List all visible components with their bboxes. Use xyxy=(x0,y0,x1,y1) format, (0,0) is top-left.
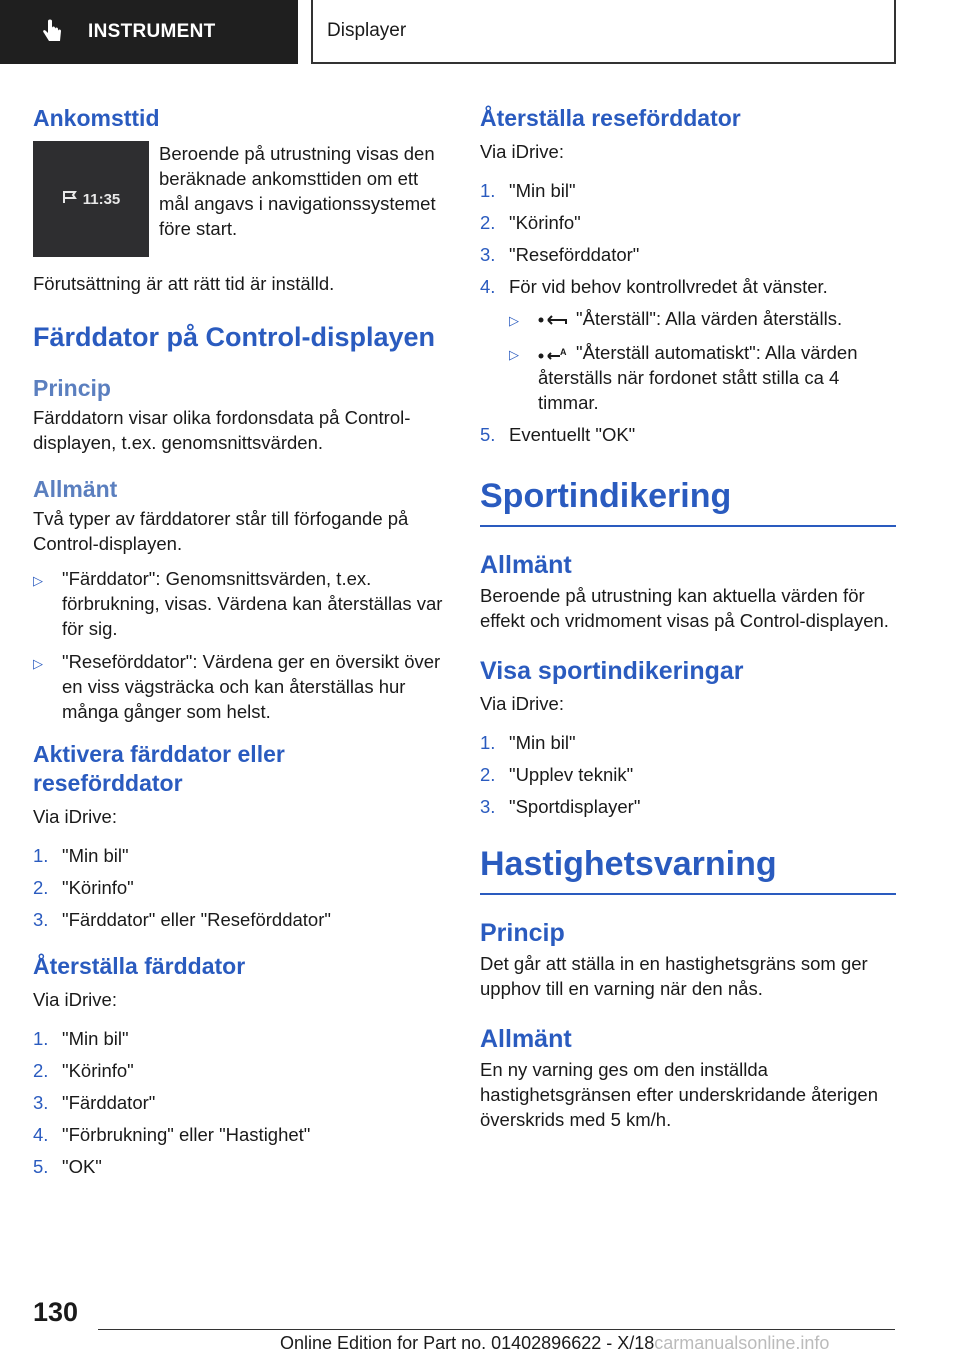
list-item: 1. "Min bil" xyxy=(480,180,576,201)
sport-allmant-text: Beroende på utrustning kan aktuella värden för effekt och vridmoment visas på Control-displayen. xyxy=(480,585,889,631)
aterstalla-rese-heading: Återställa reseförddator xyxy=(480,105,741,131)
reset-icon xyxy=(538,313,568,327)
hast-allmant-heading: Allmänt xyxy=(480,1025,572,1053)
left-column xyxy=(33,96,451,1186)
list-item: 3. "Reseförddator" xyxy=(480,244,640,265)
visa-sport-heading: Visa sportindikeringar xyxy=(480,657,744,685)
allmant-heading: Allmänt xyxy=(33,476,118,502)
auto-reset-icon xyxy=(538,347,568,361)
visa-sport-via: Via iDrive: xyxy=(480,693,564,714)
aterstalla-steps xyxy=(33,1026,451,1179)
list-item: 1. "Min bil" xyxy=(33,1028,129,1049)
page-number: 130 xyxy=(33,1297,79,1327)
visa-sport-steps xyxy=(480,730,896,819)
aterstalla-rese-subitems xyxy=(509,306,896,415)
list-item: 2. "Upplev teknik" xyxy=(480,764,634,785)
list-item: 2. "Körinfo" xyxy=(33,877,134,898)
triangle-bullet-icon: ▷ xyxy=(509,347,519,362)
watermark: carmanualsonline.info xyxy=(654,1333,830,1353)
aterstalla-rese-steps xyxy=(480,178,896,299)
right-column xyxy=(480,96,896,1132)
list-item: 5. Eventuellt "OK" xyxy=(480,424,636,445)
list-item: 4. För vid behov kontrollvredet åt vänster. xyxy=(480,276,828,297)
list-item: 1. "Min bil" xyxy=(33,845,129,866)
aktivera-via: Via iDrive: xyxy=(33,806,117,827)
aterstalla-rese-step5 xyxy=(480,422,896,447)
hastighetsvarning-heading: Hastighetsvarning xyxy=(480,843,896,895)
fardator-section-heading: Färddator på Control-displayen xyxy=(33,322,436,352)
princip-heading: Princip xyxy=(33,375,111,401)
list-item: 1. "Min bil" xyxy=(480,732,576,753)
arrival-time-display-image xyxy=(33,141,149,257)
sportindikering-heading: Sportindikering xyxy=(480,475,896,527)
chapter-title: INSTRUMENT xyxy=(88,21,216,42)
chapter-tab xyxy=(0,0,298,64)
arrival-time-value: 11:35 xyxy=(82,190,121,208)
subchapter-title: Displayer xyxy=(327,20,407,41)
ankomsttid-heading: Ankomsttid xyxy=(33,105,160,131)
destination-flag-icon xyxy=(62,190,78,208)
ankomsttid-desc: Beroende på utrustning visas den beräknade ankomsttiden om ett mål angavs i navigationssystemet före start. xyxy=(159,143,436,239)
allmant-bullets xyxy=(33,566,451,724)
allmant-text: Två typer av färddatorer står till förfogande på Control-displayen. xyxy=(33,508,409,554)
princip-text: Färddatorn visar olika fordonsdata på Control-displayen, t.ex. genomsnittsvärden. xyxy=(33,407,411,453)
aktivera-heading: Aktivera färddator eller reseförddator xyxy=(33,741,285,796)
aktivera-steps xyxy=(33,843,451,932)
hast-allmant-text: En ny varning ges om den inställda hastighetsgränsen efter underskridande återigen överskrids med 5 km/h. xyxy=(480,1059,879,1130)
list-item: 4. "Förbrukning" eller "Hastighet" xyxy=(33,1124,311,1145)
triangle-bullet-icon: ▷ xyxy=(509,313,519,328)
sport-allmant-heading: Allmänt xyxy=(480,551,572,579)
list-item: 2. "Körinfo" xyxy=(480,212,581,233)
list-item: 3. "Färddator" eller "Reseförddator" xyxy=(33,909,331,930)
hand-pointer-icon xyxy=(38,18,66,46)
footer-divider xyxy=(98,1329,895,1330)
svg-text:A: A xyxy=(560,347,567,358)
list-item: 3. "Färddator" xyxy=(33,1092,156,1113)
aterstalla-via: Via iDrive: xyxy=(33,989,117,1010)
list-item: 3. "Sportdisplayer" xyxy=(480,796,641,817)
list-item: 2. "Körinfo" xyxy=(33,1060,134,1081)
list-item: ▷ "Reseförddator": Värdena ger en översikt över en viss vägsträcka och kan återställas hur många gånger som helst. xyxy=(33,651,441,722)
triangle-bullet-icon: ▷ xyxy=(33,573,43,588)
list-item: 5. "OK" xyxy=(33,1156,102,1177)
ankomsttid-block xyxy=(33,141,451,257)
list-item: ▷ A "Återställ automatiskt": Alla värden återställs när fordonet stått stilla ca 4 timmar. xyxy=(509,342,858,413)
aterstalla-rese-via: Via iDrive: xyxy=(480,141,564,162)
list-item: ▷ "Färddator": Genomsnittsvärden, t.ex. förbrukning, visas. Värdena kan återställas var för sig. xyxy=(33,568,443,639)
footer-edition: Online Edition for Part no. 01402896622 - X/18carmanualsonline.info xyxy=(280,1333,830,1353)
list-item: ▷ "Återställ": Alla värden återställs. xyxy=(509,306,896,333)
aterstalla-heading: Återställa färddator xyxy=(33,953,246,979)
subchapter-tab xyxy=(311,0,896,64)
hast-princip-heading: Princip xyxy=(480,919,565,947)
hast-princip-text: Det går att ställa in en hastighetsgräns som ger upphov till en varning när den nås. xyxy=(480,953,868,999)
triangle-bullet-icon: ▷ xyxy=(33,656,43,671)
ankomsttid-note: Förutsättning är att rätt tid är inställd. xyxy=(33,273,335,294)
